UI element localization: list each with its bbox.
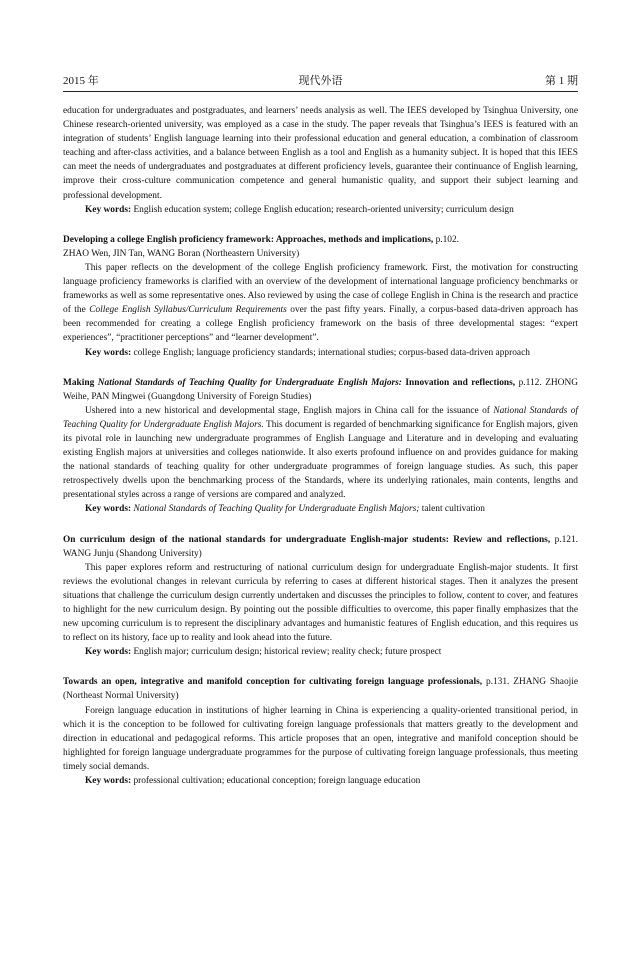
article-title-text: Developing a college English proficiency framework: Approaches, methods and implications, — [63, 234, 434, 245]
keywords-label: Key words: — [85, 504, 132, 515]
keywords-label: Key words: — [85, 647, 132, 658]
article-page: p.112. — [518, 377, 542, 388]
intro-abstract: education for undergraduates and postgraduates, and learners’ needs analysis as well. The IEES developed by Tsinghua University, one Chinese research-oriented university, was employed as a case in the study. The paper reveals that Tsinghua’s IEES is featured with an integration of students’ English language learning into their professional education and general education, a combination of classroom teaching and after-class activities, and a balance between English as a tool and English as a humanity subject. It is hoped that this IEES can meet the needs of undergraduates and postgraduates at different proficiency levels, guarantee their continuance of English learning, improve their cross-culture communication competence and general humanistic quality, and support their subject learning and professional development. — [63, 106, 578, 201]
article-abstract: This paper explores reform and restructuring of national curriculum design for undergraduate English-major students. It first reviews the evolutional changes in relevant curricula by referring to cases at different historical stages. Then it analyzes the present situations that challenge the curriculum design currently undertaken and discusses the principles to follow, content to cover, and features to highlight for the new curriculum design. By pointing out the possible difficulties to overcome, this paper finally emphasizes that the new upcoming curriculum is to represent the disciplinary advantages and humanistic features of English education, and this requires us to reflect on its history, face up to reality and look ahead into the future. — [63, 562, 578, 644]
article-authors: ZHANG Shaojie (Northeast Normal University) — [63, 677, 579, 702]
article-title-text: Making — [63, 377, 98, 388]
abstract-italic-title: College English Syllabus/Curriculum Requirements — [89, 305, 287, 316]
article-abstract: Foreign language education in institutions of higher learning in China is experiencing a quality-oriented transitional period, in which it is the conception to be followed for cultivating foreign language professionals that matters greatly to the development and direction in educational and pedagogical reforms. This article proposes that an open, integrative and manifold conception should be highlighted for foreign language undergraduate programmes for the purpose of cultivating foreign language professionals, thus meeting timely social demands. — [63, 705, 578, 772]
article-title-text: On curriculum design of the national standards for undergraduate English-major students: Review and reflections, — [63, 534, 551, 545]
keywords-label: Key words: — [85, 776, 132, 787]
header-journal-title: 现代外语 — [298, 75, 343, 87]
keywords-text: college English; language proficiency standards; international studies; corpus-based data-driven approach — [133, 347, 530, 358]
header-rule — [63, 91, 578, 92]
article-keywords — [63, 346, 578, 360]
keywords-text: English major; curriculum design; historical review; reality check; future prospect — [133, 647, 442, 658]
abstract-text-cont: This document is regarded of benchmarking significance for English majors, given its pivotal role in launching new undergraduate programmes of English Language and Literature and in developing and evaluating existing English majors at universities and colleges nationwide. It also exerts profound influence on and provides guidance for making the national standards of teaching quality for other undergraduate programmes of foreign language studies. As such, this paper retrospectively dwells upon the benchmarking process of the Standards, where its underlying rationales, main contents, lengths and presentational styles across a range of versions are compared and analyzed. — [63, 419, 578, 501]
article-title-text: Towards an open, integrative and manifold conception for cultivating foreign language professionals, — [63, 677, 483, 688]
article-title-text-cont: Innovation and reflections, — [401, 377, 516, 388]
keywords-text: English education system; college English education; research-oriented university; curriculum design — [133, 204, 514, 215]
article-entry — [63, 376, 578, 517]
keywords-label: Key words: — [85, 204, 132, 215]
keywords-text: professional cultivation; educational conception; foreign language education — [133, 776, 421, 787]
article-keywords — [63, 502, 578, 516]
keywords-text: talent cultivation — [419, 504, 485, 515]
article-page: p.131. — [485, 677, 510, 688]
abstract-text: Ushered into a new historical and developmental stage, English majors in China call for the issuance of — [85, 405, 494, 416]
article-page: p.121. — [554, 534, 579, 545]
article-authors: ZHAO Wen, JIN Tan, WANG Boran (Northeastern University) — [63, 248, 300, 259]
article-keywords — [63, 645, 578, 659]
abstract-text: This paper reflects on the development of the college English proficiency framework. First, the motivation for constructing language proficiency frameworks is clarified with an overview of the development of international language proficiency benchmarks or frameworks as well as some representative ones. Also reviewed by using the case of college English in China is the research and practice of the — [63, 262, 578, 316]
abstract-text-cont: over the past fifty years. Finally, a corpus-based data-driven approach has been recommended for creating a college English proficiency framework on the basis of three developmental stages: “expert experiences”, “practitioner perceptions” and “learner development”. — [63, 305, 579, 344]
article-entry — [63, 675, 578, 788]
article-authors: WANG Junju (Shandong University) — [63, 548, 202, 559]
article-entry — [63, 233, 578, 360]
running-header — [63, 0, 578, 88]
article-keywords — [63, 774, 578, 788]
article-entry — [63, 533, 578, 660]
abstract-italic-title: National Standards of Teaching Quality for Undergraduate English Majors. — [63, 405, 578, 430]
article-title — [63, 233, 578, 247]
abstracts-content — [63, 104, 578, 788]
keywords-italic: National Standards of Teaching Quality for Undergraduate English Majors; — [133, 504, 420, 515]
article-title — [63, 675, 578, 703]
header-year: 2015 年 — [63, 75, 99, 87]
header-issue: 第 1 期 — [545, 75, 578, 87]
journal-page — [63, 0, 578, 88]
article-abstract — [63, 261, 578, 346]
article-title-italic: National Standards of Teaching Quality for Undergraduate English Majors: — [97, 377, 402, 388]
article-page: p.102. — [435, 234, 460, 245]
article-abstract — [63, 404, 578, 503]
intro-keywords — [63, 203, 578, 217]
article-authors: ZHONG Weihe, PAN Mingwei (Guangdong University of Foreign Studies) — [63, 377, 578, 402]
intro-abstract-block — [63, 104, 578, 217]
article-title — [63, 533, 578, 561]
keywords-label: Key words: — [85, 347, 132, 358]
article-title — [63, 376, 578, 404]
